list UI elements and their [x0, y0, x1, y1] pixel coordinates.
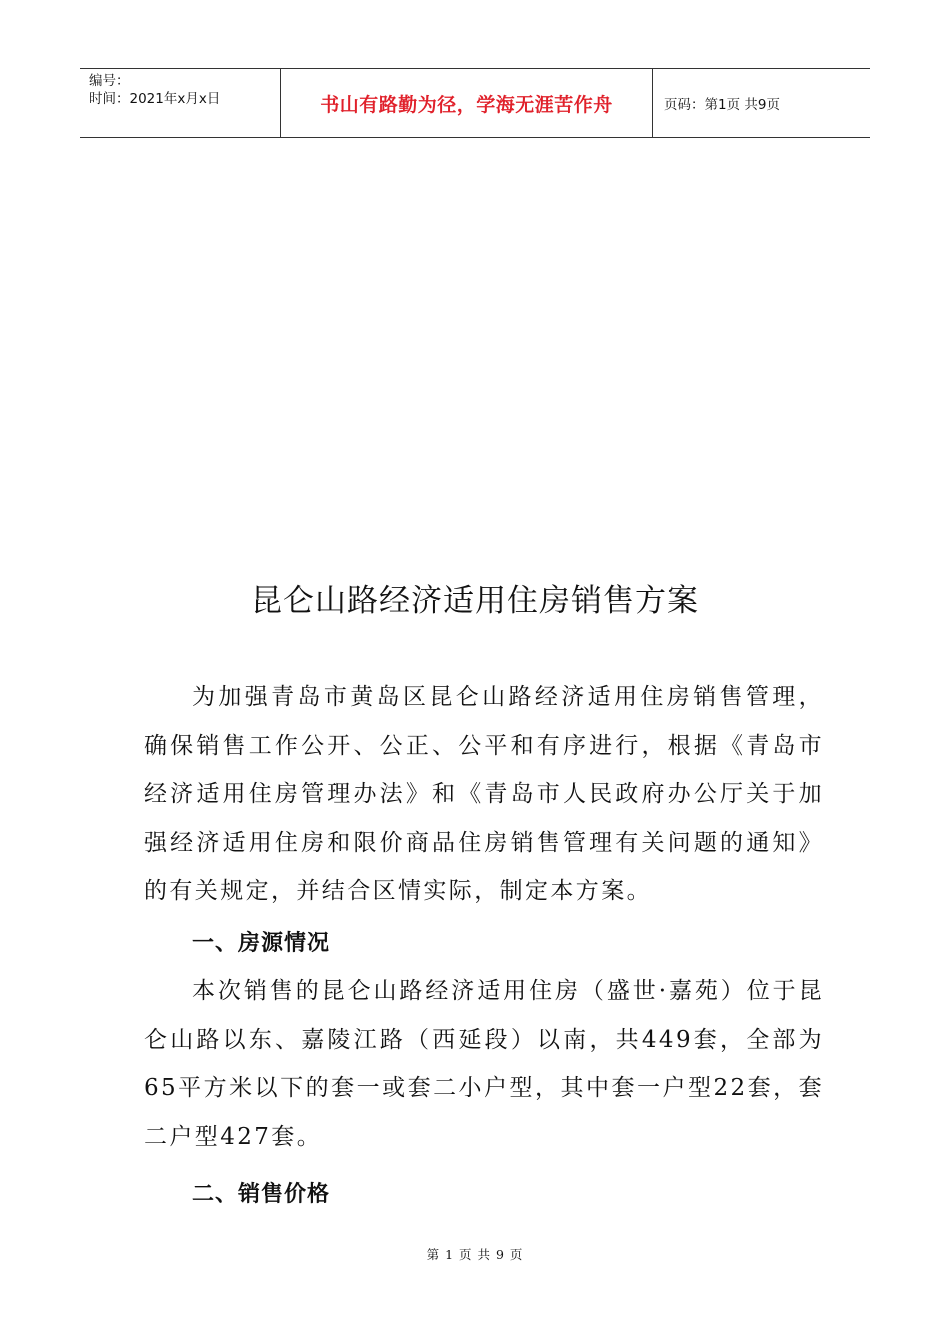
document-title: 昆仑山路经济适用住房销售方案	[251, 583, 699, 619]
header-motto: 书山有路勤为径，学海无涯苦作舟	[320, 93, 613, 116]
section-heading-price: 二、销售价格	[192, 1182, 331, 1207]
intro-paragraph: 为加强青岛市黄岛区昆仑山路经济适用住房销售管理，确保销售工作公开、公正、公平和有序进行，根据《青岛市经济适用住房管理办法》和《青岛市人民政府办公厅关于加强经济适用住房和限价商品住房销售管理有关问题的通知》的有关规定，并结合区情实际，制定本方案。	[144, 684, 824, 904]
header-meta-cell	[80, 69, 281, 137]
footer-page-number: 第 1 页 共 9 页	[426, 1247, 524, 1262]
housing-paragraph: 本次销售的昆仑山路经济适用住房（盛世·嘉苑）位于昆仑山路以东、嘉陵江路（西延段）以南，共449套，全部为65平方米以下的套一或套二小户型，其中套一户型22套，套二户型427套。	[144, 978, 824, 1150]
header-page-cell	[653, 69, 870, 137]
page-header	[80, 68, 870, 138]
document-number-label: 编号：	[89, 73, 130, 89]
section-heading-housing: 一、房源情况	[192, 931, 331, 956]
header-page-info: 页码：第1页 共9页	[664, 97, 780, 113]
header-motto-cell	[281, 69, 653, 137]
document-time-label: 时间：2021年x月x日	[89, 91, 221, 107]
